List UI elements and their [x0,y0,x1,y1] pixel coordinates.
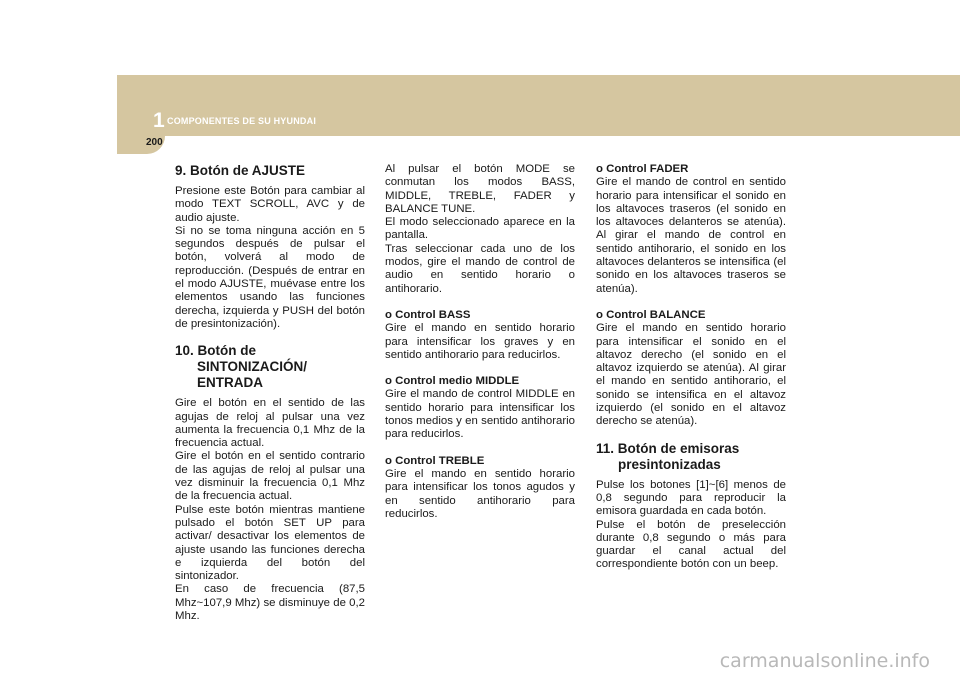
paragraph: Pulse este botón mientras mantiene pulsado el botón SET UP para activar/ desactivar los elementos de ajuste usando las funciones derecha e izquierda del botón del sintonizador. [175,503,365,583]
chapter-number: 1 [153,109,165,132]
column-3 [596,163,786,572]
paragraph: Gire el mando en sentido horario para intensificar los graves y en sentido antihorario para reducirlos. [385,322,575,361]
spacer [385,296,575,309]
paragraph: Gire el mando de control MIDDLE en sentido horario para intensificar los tonos medios y en sentido antihorario para reducirlos. [385,388,575,441]
page-number: 200 [146,137,163,148]
paragraph: Si no se toma ninguna acción en 5 segundos después de pulsar el botón, volverá al modo de reproducción. (Después de entrar en el modo AJUSTE, muévase entre los elementos usando las funciones derecha, izquierda y PUSH del botón de presintonización). [175,224,365,330]
paragraph: En caso de frecuencia (87,5 Mhz~107,9 Mhz) se disminuye de 0,2 Mhz. [175,583,365,623]
paragraph: Tras seleccionar cada uno de los modos, gire el mando de control de audio en sentido horario o antihorario. [385,242,575,295]
paragraph: Gire el mando en sentido horario para intensificar el sonido en el altavoz derecho (el sonido en el altavoz izquierdo se atenúa). Al girar el mando en sentido antihorario, el sonido se intensifica en el altavoz izquierdo (el sonido en el altavoz derecho se atenúa). [596,322,786,428]
paragraph: Gire el botón en el sentido contrario de las agujas de reloj al pulsar una vez disminuir la frecuencia 0,1 Mhz de la frecuencia actual. [175,450,365,503]
section-heading-presintonizadas: 11. Botón de emisoras presintonizadas [596,440,740,472]
paragraph: Pulse el botón de preselección durante 0,8 segundo o más para guardar el canal actual del correspondiente botón con un beep. [596,518,786,571]
header-band [117,75,960,136]
section-heading-ajuste: 9. Botón de AJUSTE [175,163,306,178]
spacer [385,362,575,375]
chapter-title: COMPONENTES DE SU HYUNDAI [167,116,317,126]
column-2 [385,163,575,521]
paragraph: Al pulsar el botón MODE se conmutan los modos BASS, MIDDLE, TREBLE, FADER y BALANCE TUNE. [385,163,575,215]
section-heading-sintonizacion: 10. Botón de SINTONIZACIÓN/ ENTRADA [175,343,308,391]
subheading-balance: o Control BALANCE [596,308,706,321]
paragraph: Gire el botón en el sentido de las agujas de reloj al pulsar una vez aumenta la frecuencia 0,1 Mhz de la frecuencia actual. [175,397,365,450]
paragraph: El modo seleccionado aparece en la pantalla. [385,216,575,242]
watermark: carmanualsonline.info [719,650,930,672]
paragraph: Gire el mando en sentido horario para intensificar los tonos agudos y en sentido antihorario para reducirlos. [385,467,575,520]
subheading-bass: o Control BASS [385,308,471,321]
subheading-middle: o Control medio MIDDLE [385,375,520,388]
paragraph: Gire el mando de control en sentido horario para intensificar el sonido en los altavoces traseros (el sonido en los altavoces delanteros se atenúa). Al girar el mando de control en sentido antihorario, el sonido en los altavoces delanteros se intensifica (el sonido en los altavoces traseros se atenúa). [596,176,786,295]
subheading-treble: o Control TREBLE [385,454,485,467]
spacer [596,296,786,309]
subheading-fader: o Control FADER [596,163,689,175]
paragraph: Pulse los botones [1]~[6] menos de 0,8 segundo para reproducir la emisora guardada en cada botón. [596,478,786,518]
column-1 [175,163,365,623]
paragraph: Presione este Botón para cambiar al modo TEXT SCROLL, AVC y de audio ajuste. [175,185,365,224]
spacer [385,442,575,455]
